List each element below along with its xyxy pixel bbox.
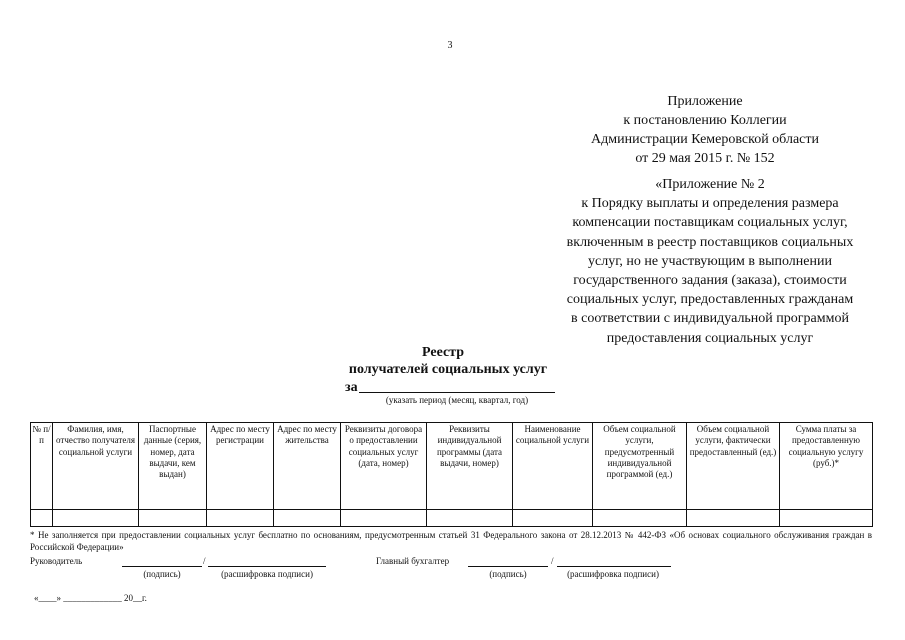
order-line: к Порядку выплаты и определения размера [581,196,839,212]
col-header-planned-volume: Объем социальной услуги, предусмотренный индивидуальной программой (ед.) [593,423,687,510]
order-line: социальных услуг, предоставленных гражданам [566,292,854,308]
order-appendix-header [545,175,875,348]
table-cell[interactable] [341,510,427,527]
table-cell[interactable] [53,510,139,527]
accountant-slash: / [551,556,554,566]
order-line: компенсации поставщикам социальных услуг, [572,215,848,231]
head-decode-line[interactable] [208,566,326,567]
appendix-line: от 29 мая 2015 г. № 152 [635,151,775,166]
head-slash: / [203,556,206,566]
table-row [31,510,873,527]
table-cell[interactable] [274,510,341,527]
period-hint: (указать период (месяц, квартал, год) [385,395,529,405]
order-line: услуг, но не участвующим в выполнении [588,253,832,269]
col-header-actual-volume: Объем социальной услуги, фактически предоставленный (ед.) [687,423,780,510]
accountant-decode-line[interactable] [557,566,671,567]
register-table [30,422,873,527]
col-header-program-details: Реквизиты индивидуальной программы (дата выдачи, номер) [427,423,513,510]
col-header-service-name: Наименование социальной услуги [513,423,593,510]
table-cell[interactable] [427,510,513,527]
col-header-payment-sum: Сумма платы за предоставленную социальную услугу (руб.)* [780,423,873,510]
table-cell[interactable] [207,510,274,527]
order-line: предоставления социальных услуг [606,330,814,346]
order-line: государственного задания (заказа), стоимости [573,273,847,289]
appendix-line: Приложение [667,94,743,109]
accountant-signature-hint: (подпись) [489,569,527,579]
col-header-full-name: Фамилия, имя, отчество получателя социальной услуги [53,423,139,510]
table-header-row [31,423,873,510]
accountant-decode-hint: (расшифровка подписи) [567,569,659,579]
table-cell[interactable] [31,510,53,527]
col-header-number: № п/п [31,423,53,510]
appendix-line: Администрации Кемеровской области [591,132,819,147]
col-header-residence-address: Адрес по месту жительства [274,423,341,510]
period-input-line[interactable] [359,392,555,393]
table-cell[interactable] [139,510,207,527]
head-label: Руководитель [30,556,83,566]
page-number: 3 [447,40,453,51]
order-line: включенным в реестр поставщиков социальных [566,234,854,250]
appendix-header [560,92,850,168]
period-prefix: за [345,380,358,395]
table-cell[interactable] [513,510,593,527]
footnote: * Не заполняется при предоставлении социальных услуг бесплатно по основаниям, предусмотренным статьей 31 Федерального закона от 28.12.2013 № 442-ФЗ «Об основах социального обслуживания граждан в Российской Федерации» [30,530,872,552]
date-line: «____» _____________ 20__г. [34,593,147,603]
table-cell[interactable] [780,510,873,527]
order-line: в соответствии с индивидуальной программой [571,311,849,327]
head-signature-line[interactable] [122,566,202,567]
appendix-line: к постановлению Коллегии [623,113,787,128]
col-header-passport: Паспортные данные (серия, номер, дата выдачи, кем выдан) [139,423,207,510]
table-cell[interactable] [593,510,687,527]
col-header-registration-address: Адрес по месту регистрации [207,423,274,510]
accountant-label: Главный бухгалтер [376,556,450,566]
head-signature-hint: (подпись) [143,569,181,579]
head-decode-hint: (расшифровка подписи) [221,569,313,579]
register-subtitle: получателей социальных услуг [348,362,548,377]
order-line: «Приложение № 2 [655,177,765,192]
register-title: Реестр [421,345,464,360]
col-header-contract-details: Реквизиты договора о предоставлении социальных услуг (дата, номер) [341,423,427,510]
table-cell[interactable] [687,510,780,527]
accountant-signature-line[interactable] [468,566,548,567]
